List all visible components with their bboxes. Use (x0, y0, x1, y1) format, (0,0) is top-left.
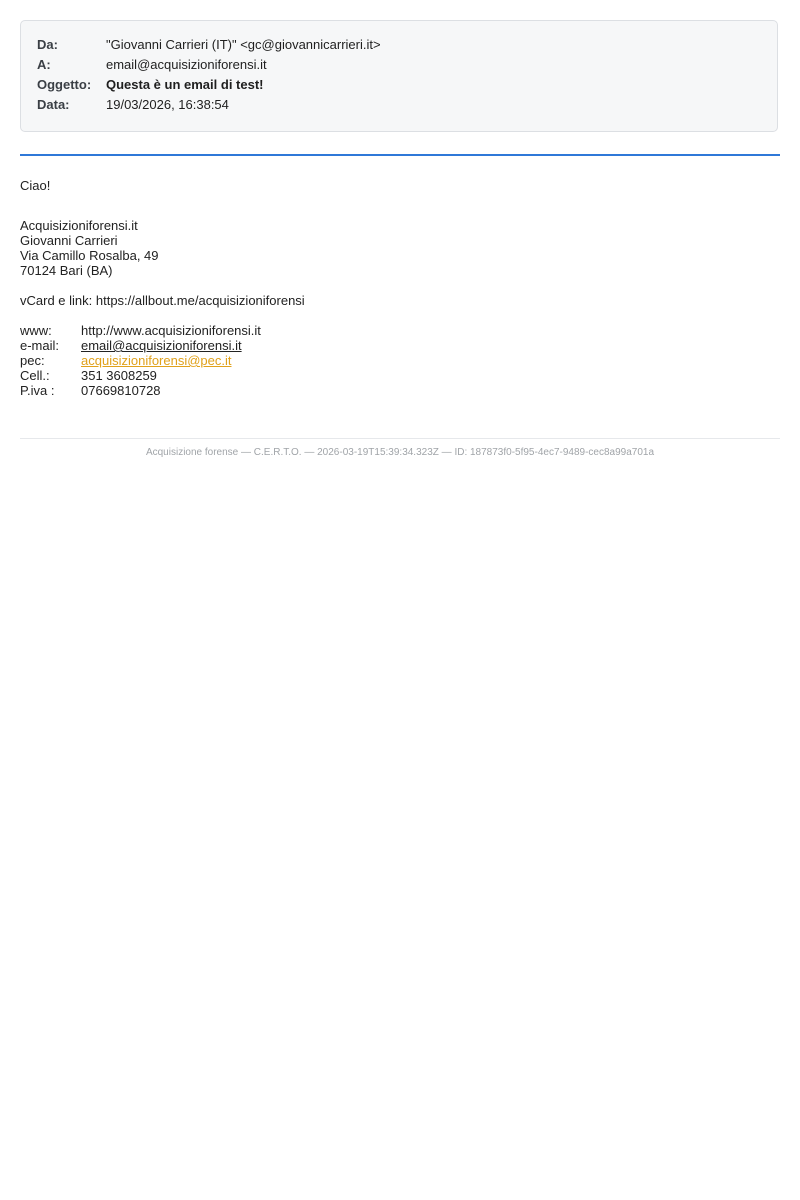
cell-label: Cell.: (20, 368, 50, 383)
pec-label: pec: (20, 353, 45, 368)
cell-value: 351 3608259 (81, 368, 157, 383)
subject-label: Oggetto: (37, 77, 92, 92)
signature-city: 70124 Bari (BA) (20, 263, 113, 278)
piva-value: 07669810728 (81, 383, 161, 398)
footer-divider (20, 438, 780, 439)
signature-name: Giovanni Carrieri (20, 233, 118, 248)
from-label: Da: (37, 37, 58, 52)
www-value: http://www.acquisizioniforensi.it (81, 323, 261, 338)
header-divider (20, 154, 780, 156)
email-header-box (20, 20, 778, 132)
email-label: e-mail: (20, 338, 60, 353)
www-label: www: (20, 323, 52, 338)
date-label: Data: (37, 97, 70, 112)
subject-value: Questa è un email di test! (106, 77, 264, 92)
from-value: "Giovanni Carrieri (IT)" <gc@giovannicarrieri.it> (106, 37, 381, 52)
signature-company: Acquisizioniforensi.it (20, 218, 138, 233)
to-label: A: (37, 57, 51, 72)
email-link[interactable]: email@acquisizioniforensi.it (81, 338, 242, 353)
footer-metadata: Acquisizione forense — C.E.R.T.O. — 2026-03-19T15:39:34.323Z — ID: 187873f0-5f95-4ec7-9489-cec8a99a701a (145, 447, 655, 458)
greeting-text: Ciao! (20, 178, 51, 193)
vcard-line: vCard e link: https://allbout.me/acquisizioniforensi (20, 293, 305, 308)
to-value: email@acquisizioniforensi.it (106, 57, 267, 72)
piva-label: P.iva : (20, 383, 55, 398)
pec-link[interactable]: acquisizioniforensi@pec.it (81, 353, 232, 368)
signature-street: Via Camillo Rosalba, 49 (20, 248, 159, 263)
date-value: 19/03/2026, 16:38:54 (106, 97, 229, 112)
